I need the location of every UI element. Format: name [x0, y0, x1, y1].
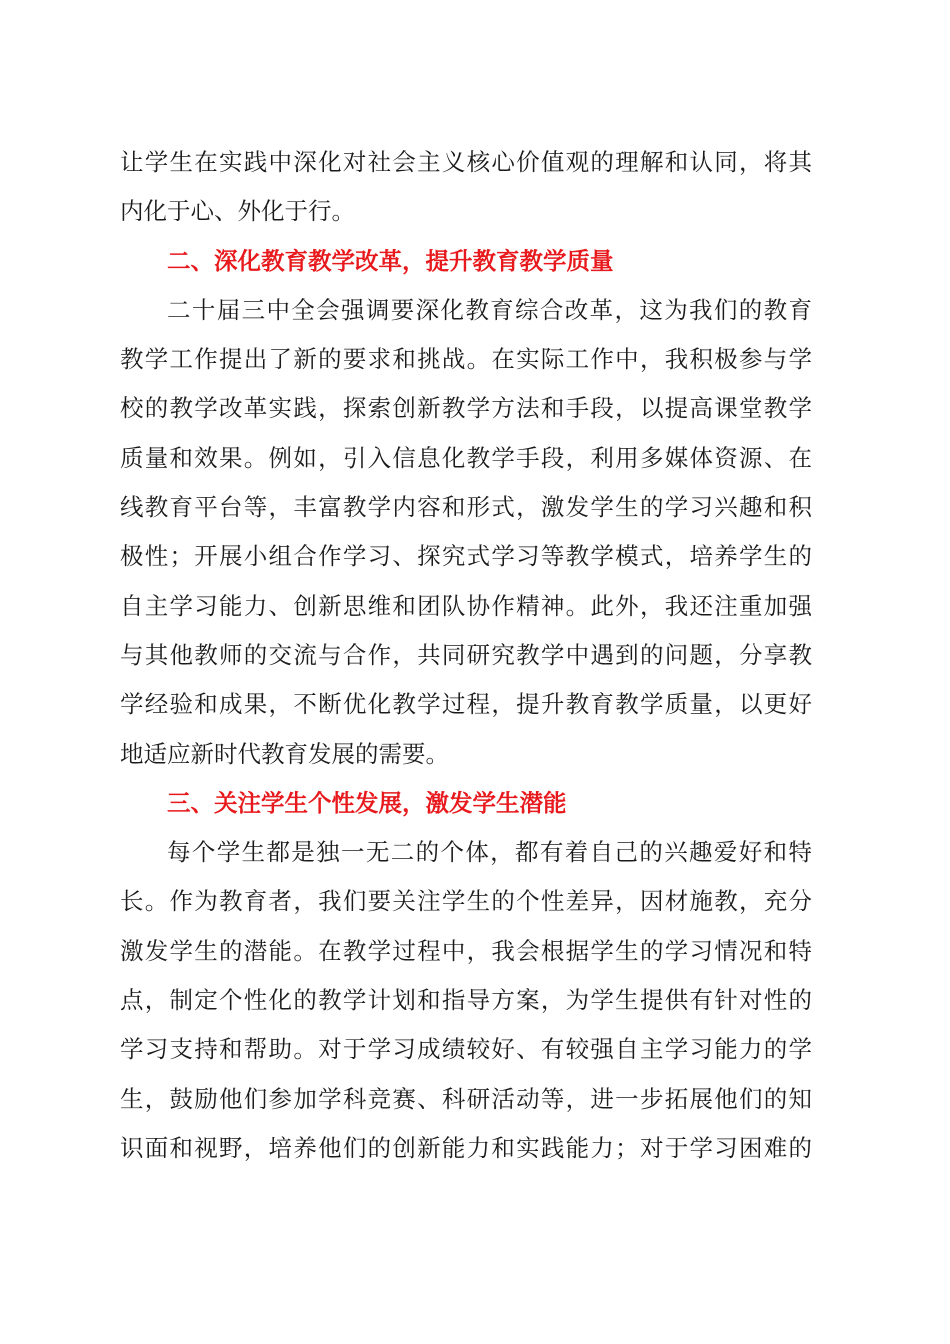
- paragraph-line: 激发学生的潜能。在教学过程中，我会根据学生的学习情况和特: [120, 936, 812, 965]
- paragraph-line: 与其他教师的交流与合作，共同研究教学中遇到的问题，分享教: [120, 640, 812, 669]
- section-2-paragraph: [120, 286, 812, 779]
- paragraph-line: 内化于心、外化于行。: [120, 197, 355, 226]
- paragraph-line: 识面和视野，培养他们的创新能力和实践能力；对于学习困难的: [120, 1133, 812, 1162]
- paragraph-line: 让学生在实践中深化对社会主义核心价值观的理解和认同，将其: [120, 148, 812, 176]
- paragraph-line: 极性；开展小组合作学习、探究式学习等教学模式，培养学生的: [120, 542, 812, 571]
- section-3-heading: 三、关注学生个性发展，激发学生潜能: [167, 788, 567, 817]
- document-page: [120, 138, 812, 1173]
- paragraph-line: 线教育平台等，丰富教学内容和形式，激发学生的学习兴趣和积: [120, 493, 812, 522]
- paragraph-line: 教学工作提出了新的要求和挑战。在实际工作中，我积极参与学: [120, 345, 812, 374]
- paragraph-line: 点，制定个性化的教学计划和指导方案，为学生提供有针对性的: [120, 986, 812, 1015]
- paragraph-line: 二十届三中全会强调要深化教育综合改革，这为我们的教育: [167, 295, 812, 324]
- paragraph-line: 学经验和成果，不断优化教学过程，提升教育教学质量，以更好: [120, 690, 812, 719]
- intro-paragraph: [120, 138, 812, 237]
- paragraph-line: 长。作为教育者，我们要关注学生的个性差异，因材施教，充分: [120, 887, 812, 916]
- paragraph-line: 自主学习能力、创新思维和团队协作精神。此外，我还注重加强: [120, 591, 812, 620]
- paragraph-line: 学习支持和帮助。对于学习成绩较好、有较强自主学习能力的学: [120, 1035, 812, 1064]
- paragraph-line: 校的教学改革实践，探索创新教学方法和手段，以提高课堂教学: [120, 394, 812, 423]
- paragraph-line: 地适应新时代教育发展的需要。: [120, 739, 449, 768]
- paragraph-line: 质量和效果。例如，引入信息化教学手段，利用多媒体资源、在: [120, 443, 812, 472]
- paragraph-line: 每个学生都是独一无二的个体，都有着自己的兴趣爱好和特: [167, 838, 812, 867]
- paragraph-line: 生，鼓励他们参加学科竞赛、科研活动等，进一步拓展他们的知: [120, 1084, 812, 1113]
- section-3-paragraph: [120, 828, 812, 1173]
- section-2-heading: 二、深化教育教学改革，提升教育教学质量: [167, 246, 614, 275]
